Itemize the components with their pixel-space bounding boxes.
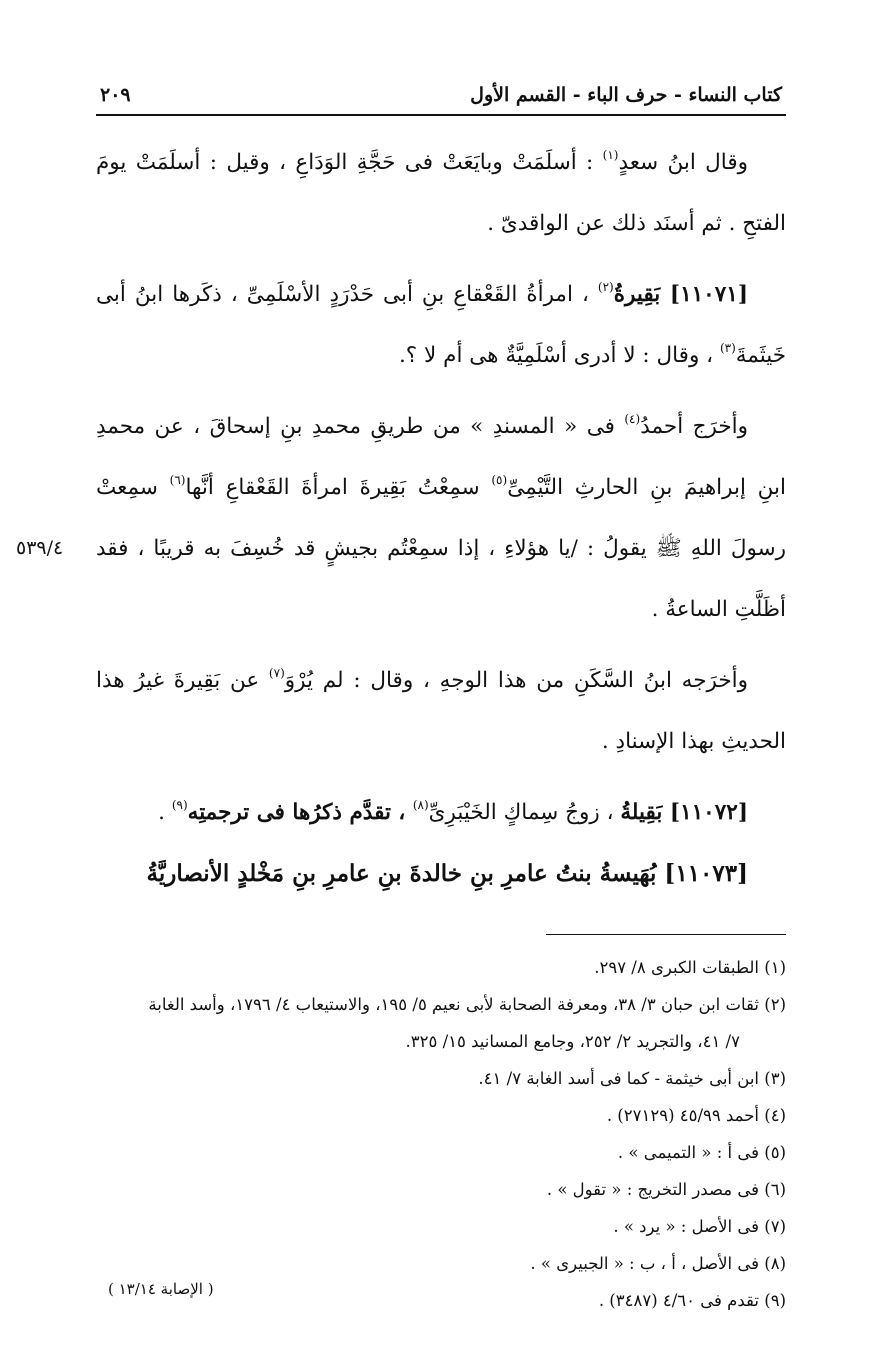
text-span: ، وقال : لا أدرى أسْلَمِيَّةٌ هى أم لا ؟. <box>398 343 720 368</box>
footnote-9: (٩) تقدم فى ٤/٦٠ (٣٤٨٧) . <box>598 1291 786 1310</box>
footnote-ref: (٤) <box>624 411 641 426</box>
book-signature: ( الإصابة ١٣/١٤ ) <box>108 1280 214 1298</box>
text-span: . <box>158 800 172 825</box>
footnote-ref: (٢) <box>597 279 614 294</box>
footnotes <box>96 949 786 1319</box>
footnote-6: (٦) فى مصدر التخريج : « تقول » . <box>546 1180 786 1199</box>
footnote-ref: (٧) <box>268 665 285 680</box>
footnote-ref: (١) <box>602 147 619 162</box>
text-span: سمِعتْ <box>96 475 170 500</box>
text-span: ابنِ إبراهيمَ بنِ الحارثِ التَّيْمِىِّ <box>507 475 786 500</box>
footnote-5: (٥) فى أ : « التميمى » . <box>617 1143 786 1162</box>
text-span: ، تقدَّم ذكرُها فى ترجمتِه <box>187 800 413 825</box>
text-span: وأخرَجه ابنُ السَّكَنِ من هذا الوجهِ ، وقال : لم يُرْوَ <box>284 668 749 693</box>
footnote-7: (٧) فى الأصل : « يرد » . <box>613 1217 786 1236</box>
text-span: وأخرَج أحمدُ <box>640 414 749 439</box>
page-content <box>16 84 786 1319</box>
entry-name: بَقِيلةُ <box>620 800 670 825</box>
footnote-divider <box>546 934 786 935</box>
entry-number: [١١٠٧١] <box>669 282 748 307</box>
footnote-ref: (٥) <box>491 472 508 487</box>
margin-volume-page: ٥٣٩/٤ <box>16 537 64 559</box>
footnote-2-continued: ٧/ ٤١، والتجريد ٢/ ٢٥٢، وجامع المسانيد ١٥/ ٣٢٥. <box>405 1032 740 1051</box>
running-header <box>96 84 786 116</box>
text-span: أظَلَّتِ الساعةُ . <box>651 597 786 622</box>
text-span: أبى خَيثَمةَ <box>96 282 786 368</box>
text-span: : أسلَمَتْ وبايَعَتْ فى حَجَّةِ الوَدَاعِ ، وقيل : أسلَمَتْ يومَ <box>96 150 603 175</box>
footnote-1: (١) الطبقات الكبرى ٨/ ٢٩٧. <box>594 958 786 977</box>
footnote-ref: (٦) <box>169 472 186 487</box>
footnote-8: (٨) فى الأصل ، أ ، ب : « الجبيرى » . <box>530 1254 786 1273</box>
running-title: كتاب النساء - حرف الباء - القسم الأول <box>470 84 782 106</box>
text-span: ، زوجُ سِماكٍ الخَيْبَرِىِّ <box>428 800 621 825</box>
main-text <box>16 132 786 904</box>
footnote-ref: (٣) <box>719 340 736 355</box>
text-span: الفتحِ . ثم أسنَد ذلك عن الواقدىّ . <box>487 211 786 236</box>
text-span: ، امرأةُ القَعْقاعِ بنِ أبى حَدْرَدٍ الأسْلَمِىِّ ، ذكَرها ابنُ <box>134 282 598 307</box>
footnote-2: (٢) ثقات ابن حبان ٣/ ٣٨، ومعرفة الصحابة لأبى نعيم ٥/ ١٩٥، والاستيعاب ٤/ ١٧٩٦، وأسد الغابة <box>148 995 786 1014</box>
paragraph-ibn-saad <box>96 132 786 254</box>
paragraph-ibn-sakan <box>96 650 786 772</box>
text-span: فى « المسندِ » من طريقِ محمدِ بنِ إسحاقَ ، عن محمدِ <box>96 414 625 439</box>
entry-11072 <box>96 782 786 843</box>
page-number: ٢٠٩ <box>100 84 131 106</box>
paragraph-ahmad <box>16 396 786 640</box>
text-span: وقال ابنُ سعدٍ <box>618 150 749 175</box>
entry-11073: [١١٠٧٣] بُهَيسةُ بنتُ عامرِ بنِ خالدةَ بنِ عامرِ بنِ مَخْلدٍ الأنصاريَّةُ <box>146 860 748 887</box>
footnote-4: (٤) أحمد ٤٥/٩٩ (٢٧١٢٩) . <box>606 1106 786 1125</box>
text-span: رسولَ اللهِ ﷺ يقولُ : /يا هؤلاءِ ، إذا سمِعْتُم بجيشٍ قد خُسِفَ به قريبًا ، فقد <box>96 536 786 561</box>
footnote-3: (٣) ابن أبى خيثمة - كما فى أسد الغابة ٧/ ٤١. <box>478 1069 786 1088</box>
entry-11071 <box>96 264 786 386</box>
text-span: عن بَقِيرةَ غيرُ هذا <box>96 668 269 693</box>
text-span: سمِعْتُ بَقِيرةَ امرأةَ القَعْقاعِ أنَّها <box>185 475 492 500</box>
footnote-ref: (٩) <box>171 797 188 812</box>
text-span: الحديثِ بهذا الإسنادِ . <box>601 729 786 754</box>
entry-name: بَقِيرةُ <box>613 282 670 307</box>
footnote-ref: (٨) <box>412 797 429 812</box>
entry-number: [١١٠٧٢] <box>669 800 748 825</box>
